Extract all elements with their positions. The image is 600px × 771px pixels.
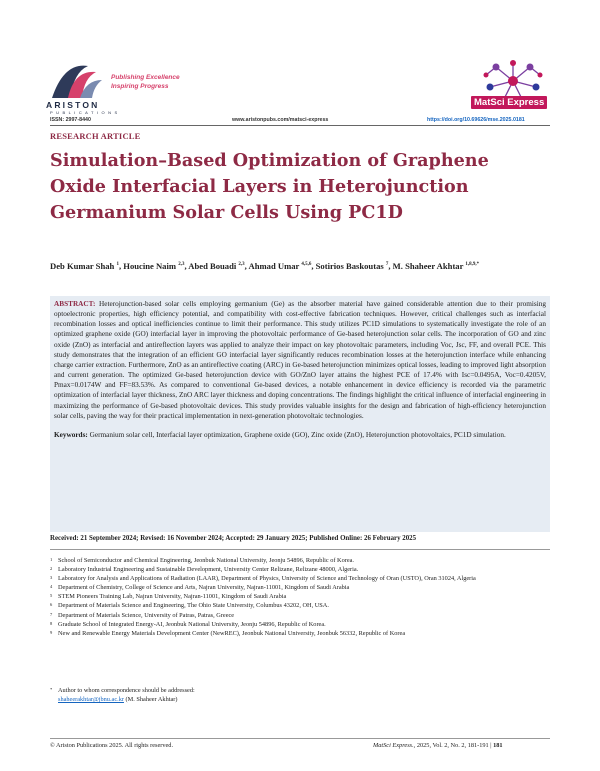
publisher-tagline-2: Inspiring Progress: [111, 83, 169, 90]
correspondence: [50, 686, 550, 704]
page-number: 181: [493, 742, 503, 749]
journal-logo: MatSci Express: [471, 96, 547, 109]
affiliation-number: 9: [50, 629, 53, 635]
affiliation-text: STEM Pioneers Training Lab, Najran University, Najran-11001, Kingdom of Saudi Arabia: [58, 593, 287, 601]
author-name: M. Shaheer Akhtar: [392, 260, 464, 271]
abstract-box: [50, 296, 550, 532]
article-title: Simulation–Based Optimization of Graphene Oxide Interfacial Layers in Heterojunction Germanium Solar Cells Using PC1D: [50, 150, 489, 223]
correspondence-email-line: [50, 695, 550, 704]
author-name: Deb Kumar Shah: [50, 260, 115, 271]
author-affiliation: 7: [385, 262, 389, 267]
affiliation-item: [50, 601, 550, 610]
affiliation-item: [50, 611, 550, 620]
affiliation-item: [50, 592, 550, 601]
correspondence-text: Author to whom correspondence should be addressed:: [58, 687, 195, 694]
correspondence-email-link[interactable]: shaheerakhtar@jbnu.ac.kr: [58, 696, 124, 703]
correspondence-name: (M. Shaheer Akhtar): [125, 696, 178, 703]
affiliation-item: [50, 556, 550, 565]
header-divider: [50, 125, 550, 126]
keywords-text: Germanium solar cell, Interfacial layer optimization, Graphene oxide (GO), Zinc oxide (ZnO), Heterojunction photovoltaics, PC1D simulation.: [89, 430, 506, 439]
affiliation-text: School of Semiconductor and Chemical Engineering, Jeonbuk National University, Jeonju 54896, Republic of Korea.: [58, 557, 355, 564]
author-list: Deb Kumar Shah $^1$, Houcine Naim $^{2,3}$, Abed Bouadi $^{2,3}$, Ahmad Umar $^{4,5,6}$, Sotirios Baskoutas $^7$, M. Shaheer Akhtar $^{1,8,9,*}$: [50, 260, 480, 271]
affiliation-text: Laboratory Industrial Engineering and Sustainable Development, University Center Relizane, Relizane 48000, Algeria.: [58, 566, 359, 574]
affiliation-text: Department of Materials Science, University of Patras, Patras, Greece: [58, 611, 235, 619]
affiliation-item: [50, 620, 550, 629]
affiliation-number: 3: [50, 575, 53, 581]
affiliation-text: Department of Materials Science and Engineering, The Ohio State University, Columbus 43202, OH, USA.: [58, 602, 329, 610]
affiliation-number: 7: [50, 611, 53, 617]
author-name: Houcine Naim: [123, 260, 177, 271]
author-name: Abed Bouadi: [188, 260, 237, 271]
journal-url[interactable]: www.aristonpubs.com/matsci-express: [232, 117, 329, 123]
publisher-subname: P U B L I C A T I O N S: [50, 110, 119, 115]
author-affiliation: 1,8,9,*: [465, 262, 480, 267]
article-dates: Received: 21 September 2024; Revised: 16 November 2024; Accepted: 29 January 2025; Published Online: 26 February 2025: [50, 535, 417, 542]
affiliation-number: 8: [50, 620, 53, 626]
keywords: [54, 430, 546, 440]
footer-divider: [50, 738, 550, 739]
abstract-text: Heterojunction-based solar cells employing germanium (Ge) as the absorber material have gained considerable attention due to their promising optoelectronic properties, high efficiency potential, and compatibility with cost-effective fabrication techniques. However, critical challenges such as interfacial recombination losses and optical inefficiencies continue to limit their performance. This study utilizes PC1D simulations to systematically investigate the role of an optimized graphene oxide (GO) interfacial layer in improving the photovoltaic performance of Ge-based heterojunction solar cells. The incorporation of GO and zinc oxide (ZnO) as interfacial and antireflection layers was applied to analyze their impact on key photovoltaic parameters, including Voc, Jsc, FF, and overall PCE. This study demonstrates that the integration of an efficient GO interfacial layer significantly reduces recombination losses at the heterojunction interface while enhancing charge carrier extraction. Furthermore, ZnO as an antireflective coating (ARC) in Ge-based heterojunction minimizes optical losses, leading to improved light absorption and current generation. The optimized Ge-based heterojunction device with GO/ZnO layer attains the highest PCE of 17.4% with Isc=0.0495A, Voc=0.4205V, Pmax=0.0174W and FF=83.53%. As compared to conventional Ge-based devices, a notable enhancement in device efficiency is recorded via the parametric optimization of interfacial layer thickness, ZnO ARC layer thickness and doping concentrations. The findings highlight the critical influence of interfacial engineering in maximizing the performance of Ge-based photovoltaic devices. This study provides valuable insights for the design and fabrication of high-efficiency heterojunction solar cells, paving the way for their practical implementation in next-generation photovoltaic technologies.: [54, 300, 547, 420]
publisher-name: ARISTON: [46, 100, 100, 110]
affiliation-number: 2: [50, 566, 53, 572]
correspondence-marker: *: [50, 687, 53, 692]
keywords-heading: Keywords:: [54, 430, 88, 439]
affiliation-text: Graduate School of Integrated Energy-AI, Jeonbuk National University, Jeonju 54896, Republic of Korea.: [58, 620, 326, 628]
author-affiliation: 2,3: [238, 262, 245, 267]
affiliation-number: 4: [50, 584, 53, 590]
affiliations-divider: [50, 549, 550, 550]
article-category: RESEARCH ARTICLE: [50, 131, 141, 141]
footer-citation: [373, 742, 503, 749]
affiliation-text: New and Renewable Energy Materials Development Center (NewREC), Jeonbuk National University, Jeonbuk 56332, Republic of Korea: [58, 629, 406, 637]
author-name: Ahmad Umar: [248, 260, 300, 271]
abstract-heading: ABSTRACT:: [54, 300, 96, 308]
footer-citation-text: 2025, Vol. 2, No. 2, 181-191 |: [416, 742, 492, 749]
affiliation-text: Laboratory for Analysis and Applications of Radiation (LAAR), Department of Physics, University of Science and Technology of Oran (USTO), Oran 31024, Algeria: [58, 575, 476, 583]
affiliation-item: [50, 629, 550, 638]
affiliation-list: [50, 556, 550, 638]
publisher-tagline-1: Publishing Excellence: [111, 74, 180, 81]
affiliation-number: 1: [50, 557, 53, 562]
doi-link[interactable]: https://doi.org/10.69626/mse.2025.0181: [427, 117, 525, 123]
affiliation-number: 6: [50, 602, 53, 608]
correspondence-line: [50, 686, 550, 695]
affiliation-item: [50, 565, 550, 574]
affiliation-text: Department of Chemistry, College of Science and Arts, Najran University, Najran-11001, Kingdom of Saudi Arabia: [58, 584, 350, 592]
author-affiliation: 4,5,6: [301, 262, 312, 267]
author-name: Sotirios Baskoutas: [315, 260, 384, 271]
affiliation-item: [50, 583, 550, 592]
issn: ISSN: 2997-8440: [50, 117, 91, 123]
affiliation-item: [50, 574, 550, 583]
footer-journal: MatSci Express.,: [373, 742, 416, 749]
abstract: [54, 299, 546, 421]
affiliation-number: 5: [50, 593, 53, 599]
author-affiliation: 2,3: [178, 262, 185, 267]
author-affiliation: 1: [116, 262, 119, 267]
copyright: © Ariston Publications 2025. All rights reserved.: [50, 742, 174, 749]
